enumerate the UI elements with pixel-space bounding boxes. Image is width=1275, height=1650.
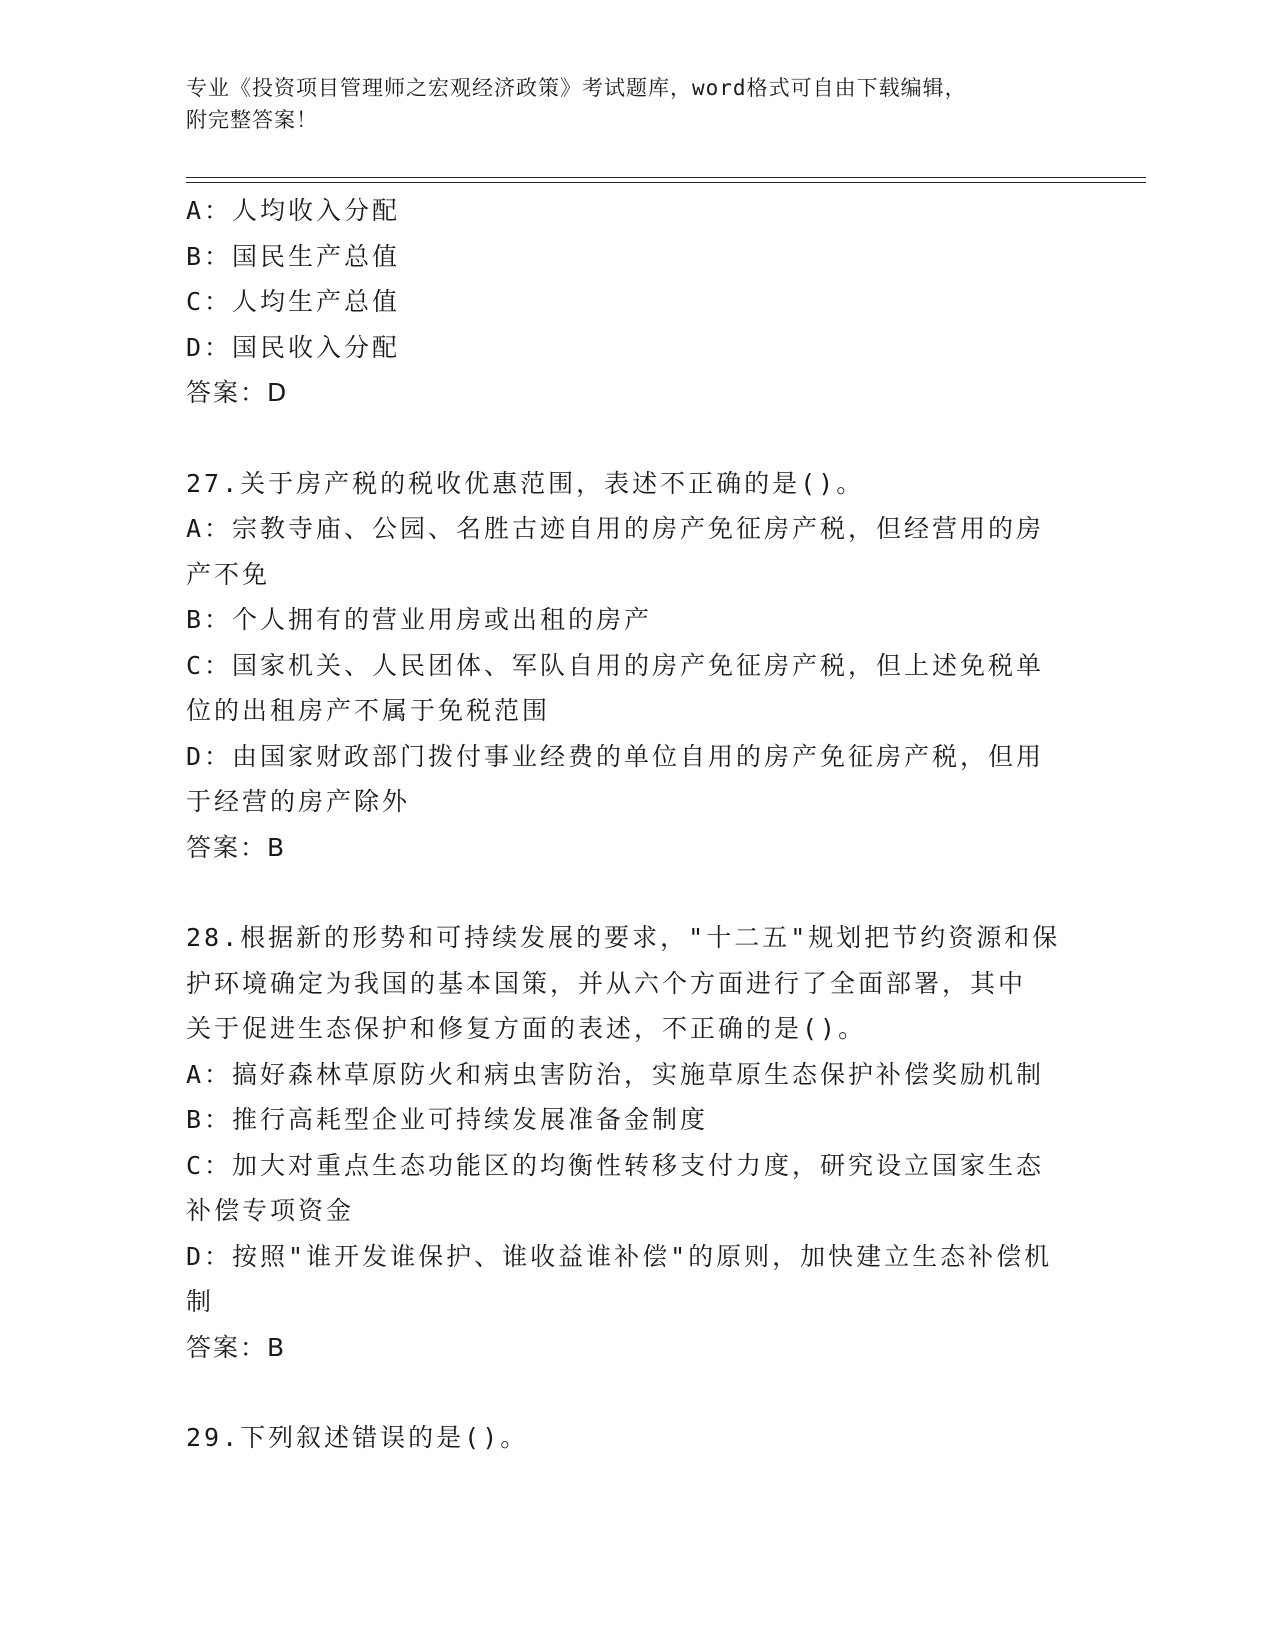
answer: 答案：D bbox=[186, 378, 289, 407]
option-d: D：由国家财政部门拨付事业经费的单位自用的房产免征房产税，但用 bbox=[186, 741, 1045, 771]
answer: 答案：B bbox=[186, 832, 287, 862]
header-line-1: 专业《投资项目管理师之宏观经济政策》考试题库，word格式可自由下载编辑， bbox=[186, 76, 967, 100]
option-d-cont: 于经营的房产除外 bbox=[186, 787, 411, 816]
header-line-2: 附完整答案！ bbox=[186, 108, 318, 132]
option-c: C：加大对重点生态功能区的均衡性转移支付力度，研究设立国家生态 bbox=[186, 1150, 1045, 1180]
option-d-cont: 制 bbox=[186, 1287, 215, 1316]
question-content bbox=[186, 188, 1086, 1461]
document-header bbox=[186, 72, 1046, 136]
question-stem: 27.关于房产税的税收优惠范围，表述不正确的是()。 bbox=[186, 468, 865, 498]
option-d: D：按照"谁开发谁保护、谁收益谁补偿"的原则，加快建立生态补偿机 bbox=[186, 1241, 1053, 1271]
question-stem-cont: 关于促进生态保护和修复方面的表述，不正确的是()。 bbox=[186, 1014, 867, 1043]
option-a-cont: 产不免 bbox=[186, 559, 271, 589]
option-c-cont: 位的出租房产不属于免税范围 bbox=[186, 696, 551, 725]
option-a: A：人均收入分配 bbox=[186, 196, 401, 225]
option-c-cont: 补偿专项资金 bbox=[186, 1196, 355, 1225]
question-28-block bbox=[186, 915, 1086, 1370]
option-b: B：国民生产总值 bbox=[186, 241, 401, 271]
option-c: C：国家机关、人民团体、军队自用的房产免征房产税，但上述免税单 bbox=[186, 650, 1045, 680]
option-b: B：推行高耗型企业可持续发展准备金制度 bbox=[186, 1105, 709, 1134]
header-rule-top bbox=[186, 177, 1146, 178]
question-stem-cont: 护环境确定为我国的基本国策，并从六个方面进行了全面部署，其中 bbox=[186, 968, 1027, 998]
question-29-block bbox=[186, 1415, 1086, 1461]
option-a: A：宗教寺庙、公园、名胜古迹自用的房产免征房产税，但经营用的房 bbox=[186, 514, 1045, 543]
option-a: A：搞好森林草原防火和病虫害防治，实施草原生态保护补偿奖励机制 bbox=[186, 1059, 1045, 1089]
option-c: C：人均生产总值 bbox=[186, 287, 401, 316]
header-rule-bottom bbox=[186, 182, 1146, 183]
question-stem: 28.根据新的形势和可持续发展的要求，"十二五"规划把节约资源和保 bbox=[186, 923, 1061, 952]
answer: 答案：B bbox=[186, 1332, 287, 1362]
question-stem: 29.下列叙述错误的是()。 bbox=[186, 1423, 529, 1452]
option-b: B：个人拥有的营业用房或出租的房产 bbox=[186, 605, 653, 634]
question-26-block bbox=[186, 188, 1086, 416]
option-d: D：国民收入分配 bbox=[186, 332, 401, 362]
question-27-block bbox=[186, 461, 1086, 871]
